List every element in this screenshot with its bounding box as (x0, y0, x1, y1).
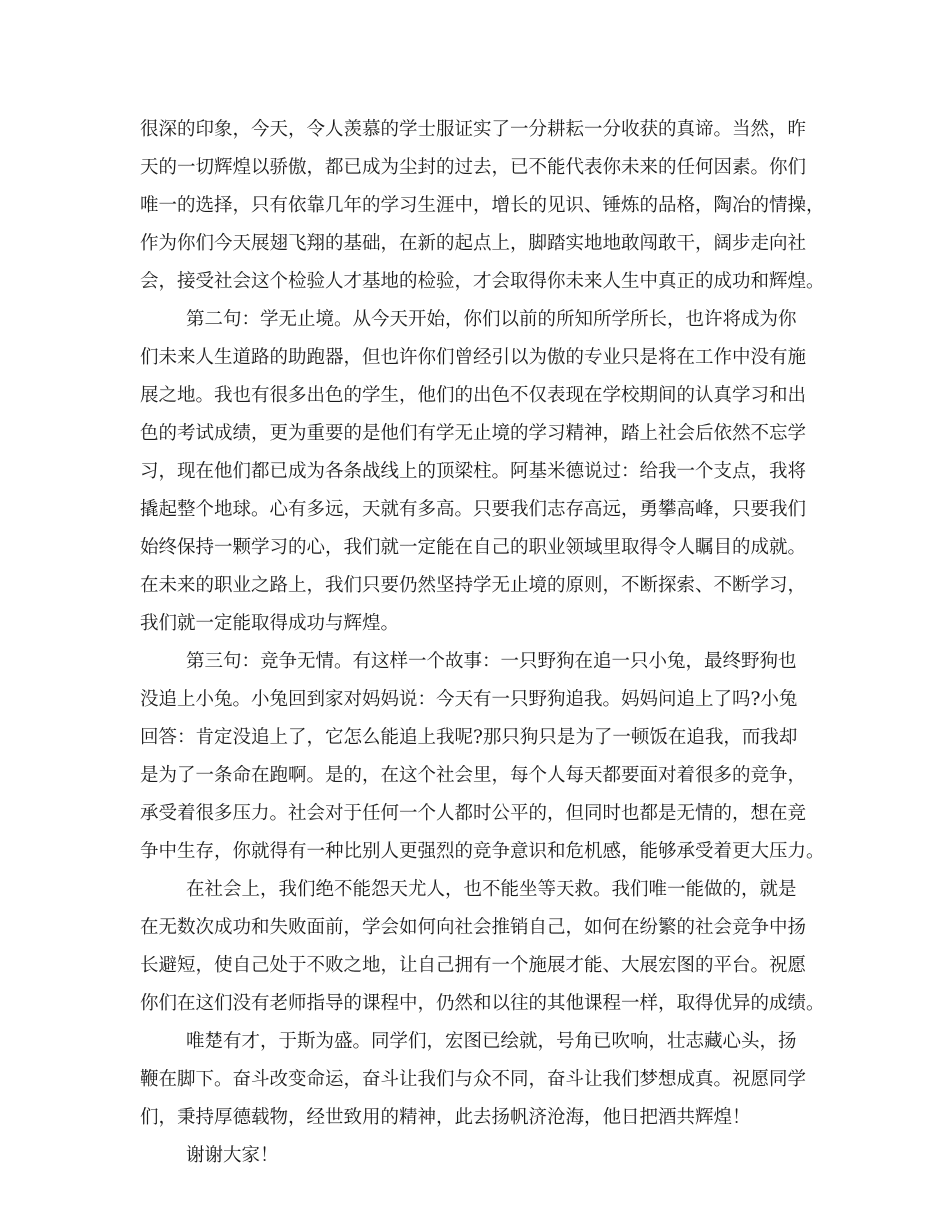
text-line: 很深的印象，今天，令人羡慕的学士服证实了一分耕耘一分收获的真谛。当然，昨 (140, 119, 807, 140)
text-line: 我们就一定能取得成功与辉煌。 (140, 613, 400, 634)
text-line: 展之地。我也有很多出色的学生，他们的出色不仅表现在学校期间的认真学习和出 (140, 385, 807, 406)
text-line: 们，秉持厚德载物，经世致用的精神，此去扬帆济沧海，他日把酒共辉煌！ (140, 1107, 751, 1128)
paragraph-first-line: 唯楚有才，于斯为盛。同学们，宏图已绘就，号角已吹响，壮志藏心头，扬 (186, 1031, 797, 1052)
text-line: 作为你们今天展翅飞翔的基础，在新的起点上，脚踏实地地敢闯敢干，阔步走向社 (140, 233, 807, 254)
text-line: 承受着很多压力。社会对于任何一个人都时公平的，但同时也都是无情的，想在竞 (140, 803, 807, 824)
text-line: 色的考试成绩，更为重要的是他们有学无止境的学习精神，踏上社会后依然不忘学 (140, 423, 807, 444)
paragraph-first-line: 第三句：竞争无情。有这样一个故事：一只野狗在追一只小兔，最终野狗也 (186, 651, 797, 672)
paragraph-first-line: 第二句：学无止境。从今天开始，你们以前的所知所学所长，也许将成为你 (186, 309, 797, 330)
text-line: 唯一的选择，只有依靠几年的学习生涯中，增长的见识、锤炼的品格，陶冶的情操， (140, 195, 825, 216)
text-line: 们未来人生道路的助跑器，但也许你们曾经引以为傲的专业只是将在工作中没有施 (140, 347, 807, 368)
text-line: 天的一切辉煌以骄傲，都已成为尘封的过去，已不能代表你未来的任何因素。你们 (140, 157, 807, 178)
text-line: 在无数次成功和失败面前，学会如何向社会推销自己，如何在纷繁的社会竞争中扬 (140, 917, 807, 938)
text-line: 习，现在他们都已成为各条战线上的顶梁柱。阿基米德说过：给我一个支点，我将 (140, 461, 807, 482)
text-line: 长避短，使自己处于不败之地，让自己拥有一个施展才能、大展宏图的平台。祝愿 (140, 955, 807, 976)
text-line: 是为了一条命在跑啊。是的，在这个社会里，每个人每天都要面对着很多的竞争， (140, 765, 807, 786)
text-line: 在未来的职业之路上，我们只要仍然坚持学无止境的原则，不断探索、不断学习， (140, 575, 807, 596)
text-line: 回答：肯定没追上了，它怎么能追上我呢?那只狗只是为了一顿饭在追我，而我却 (140, 727, 798, 748)
text-line: 始终保持一颗学习的心，我们就一定能在自己的职业领域里取得令人瞩目的成就。 (140, 537, 807, 558)
text-line: 撬起整个地球。心有多远，天就有多高。只要我们志存高远，勇攀高峰，只要我们 (140, 499, 807, 520)
text-line: 鞭在脚下。奋斗改变命运，奋斗让我们与众不同，奋斗让我们梦想成真。祝愿同学 (140, 1069, 807, 1090)
text-line: 争中生存，你就得有一种比别人更强烈的竞争意识和危机感，能够承受着更大压力。 (140, 841, 825, 862)
paragraph-first-line: 在社会上，我们绝不能怨天尤人，也不能坐等天救。我们唯一能做的，就是 (186, 879, 797, 900)
text-line: 会，接受社会这个检验人才基地的检验，才会取得你未来人生中真正的成功和辉煌。 (140, 271, 825, 292)
text-line: 没追上小兔。小兔回到家对妈妈说：今天有一只野狗追我。妈妈问追上了吗?小兔 (140, 689, 798, 710)
closing-line: 谢谢大家！ (186, 1145, 279, 1166)
text-line: 你们在这们没有老师指导的课程中，仍然和以往的其他课程一样，取得优异的成绩。 (140, 993, 825, 1014)
